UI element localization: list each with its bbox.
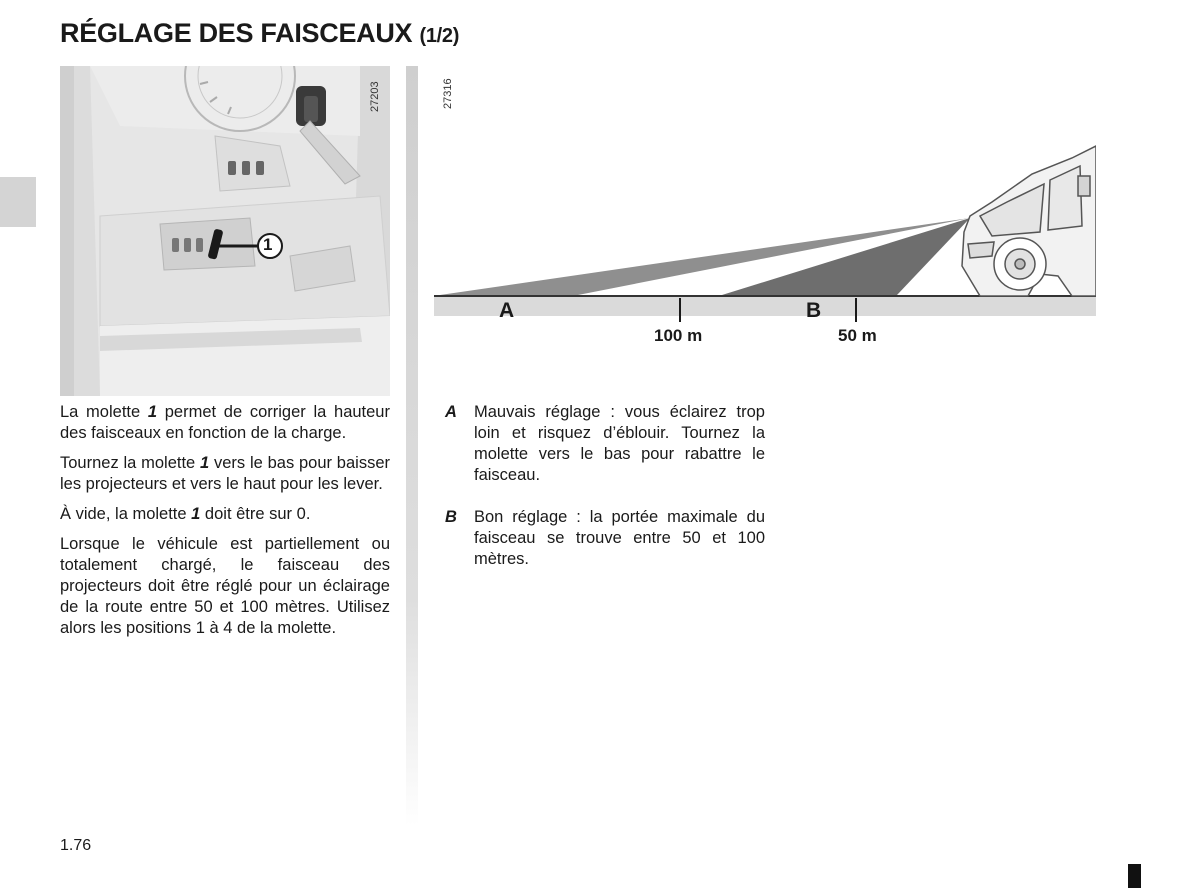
beam-diagram <box>432 136 1096 356</box>
legend-entry-b <box>445 507 765 570</box>
left-column-text <box>60 402 390 648</box>
column-divider <box>406 66 418 826</box>
paragraph-1: La molette 1 permet de corriger la hauteur des faisceaux en fonction de la charge. <box>60 403 390 442</box>
chapter-tab <box>0 177 36 227</box>
paragraph-3: À vide, la molette 1 doit être sur 0. <box>60 505 311 523</box>
legend-key: B <box>445 508 457 526</box>
dashboard-illustration <box>60 66 390 396</box>
label-a: A <box>499 299 515 322</box>
diagram-reference-code: 27316 <box>442 78 454 109</box>
diagram-legend <box>445 402 765 591</box>
callout-number: 1 <box>263 235 273 254</box>
legend-text: Bon réglage : la portée maximale du faisceau se trouve entre 50 et 100 mètres. <box>474 508 765 568</box>
title-text: RÉGLAGE DES FAISCEAUX <box>60 18 413 48</box>
wheel-ref: 1 <box>200 454 210 472</box>
photo-reference-code: 27203 <box>369 81 381 112</box>
vehicle-illustration <box>962 146 1096 296</box>
corner-marker <box>1128 864 1141 888</box>
legend-entry-a <box>445 402 765 486</box>
distance-50m: 50 m <box>838 326 877 345</box>
title-part: (1/2) <box>419 25 460 47</box>
page-title <box>60 18 459 49</box>
legend-text: Mauvais réglage : vous éclairez trop loin et risquez d’éblouir. Tournez la molette vers le bas pour rabattre le faisceau. <box>474 403 765 484</box>
dashboard-photo <box>60 66 390 396</box>
paragraph-2: Tournez la molette 1 vers le bas pour baisser les projecteurs et vers le haut pour les lever. <box>60 454 390 493</box>
page-number: 1.76 <box>60 837 92 854</box>
wheel-ref: 1 <box>147 403 158 421</box>
label-b: B <box>806 299 822 322</box>
beam-illustration <box>432 136 1096 356</box>
wheel-ref: 1 <box>191 505 201 523</box>
legend-key: A <box>445 403 457 421</box>
distance-100m: 100 m <box>654 326 703 345</box>
paragraph-4: Lorsque le véhicule est partiellement ou totalement chargé, le faisceau des projecteurs doit être réglé pour un éclairage de la route entre 50 et 100 mètres. Utilisez alors les positions 1 à 4 de la molette. <box>60 535 390 637</box>
